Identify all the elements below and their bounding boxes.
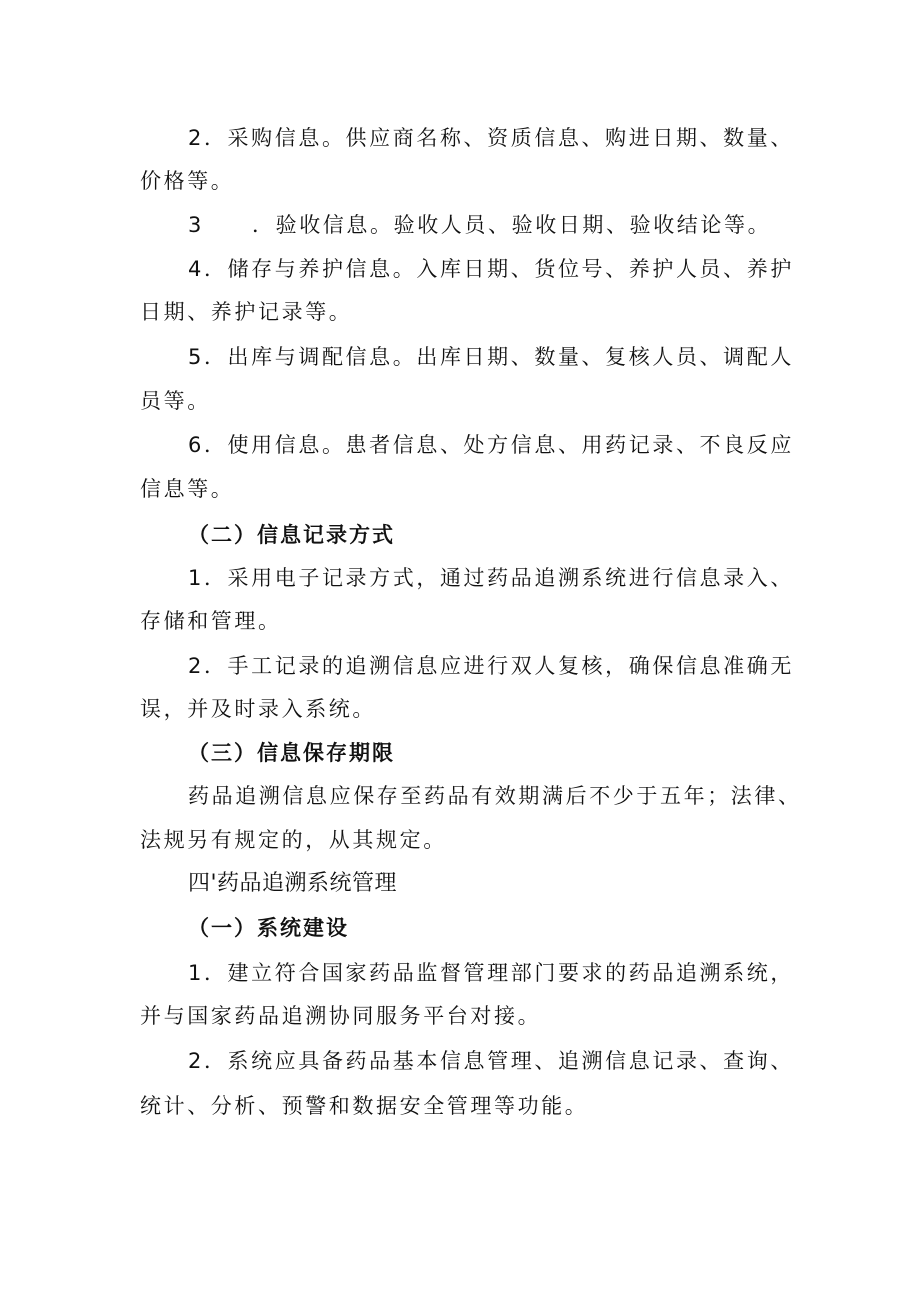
- item2-line1: 2．采购信息。供应商名称、资质信息、购进日期、数量、: [188, 126, 794, 150]
- item4-line1: 4．储存与养护信息。入库日期、货位号、养护人员、养护: [188, 257, 794, 281]
- system-p2-line2: 统计、分析、预警和数据安全管理等功能。: [140, 1094, 589, 1118]
- subheading-record-method: （二）信息记录方式: [188, 523, 395, 547]
- system-p2-line1: 2．系统应具备药品基本信息管理、追溯信息记录、查询、: [188, 1049, 794, 1073]
- system-p1-line1: 1．建立符合国家药品监督管理部门要求的药品追溯系统，: [188, 961, 794, 985]
- item2-line2: 价格等。: [140, 169, 235, 193]
- item3-text: ．验收信息。验收人员、验收日期、验收结论等。: [252, 213, 772, 237]
- item6-line1: 6．使用信息。患者信息、处方信息、用药记录、不良反应: [188, 433, 794, 457]
- subheading-retention: （三）信息保存期限: [188, 741, 395, 765]
- retention-line2: 法规另有规定的，从其规定。: [140, 828, 447, 852]
- system-p1-line2: 并与国家药品追溯协同服务平台对接。: [140, 1004, 542, 1028]
- item6-line2: 信息等。: [140, 477, 235, 501]
- item3-line: [188, 210, 848, 240]
- item4-line2: 日期、养护记录等。: [140, 300, 353, 324]
- section-heading-system-management: 四'药品追溯系统管理: [188, 871, 398, 896]
- retention-line1: 药品追溯信息应保存至药品有效期满后不少于五年；法律、: [188, 784, 802, 808]
- record-p1-line2: 存储和管理。: [140, 609, 282, 633]
- item3-number: 3: [188, 213, 204, 237]
- subheading-system-construction: （一）系统建设: [188, 916, 349, 940]
- record-p1-line1: 1．采用电子记录方式，通过药品追溯系统进行信息录入、: [188, 566, 794, 590]
- item5-line1: 5．出库与调配信息。出库日期、数量、复核人员、调配人: [188, 345, 794, 369]
- item5-line2: 员等。: [140, 389, 211, 413]
- record-p2-line1: 2．手工记录的追溯信息应进行双人复核，确保信息准确无: [188, 654, 794, 678]
- record-p2-line2: 误，并及时录入系统。: [140, 697, 376, 721]
